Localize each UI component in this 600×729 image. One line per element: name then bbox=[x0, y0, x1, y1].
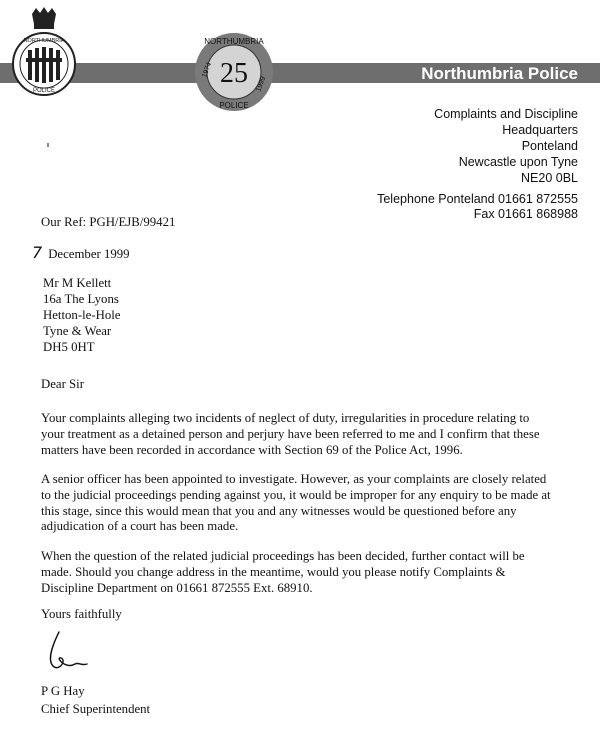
recipient-address bbox=[43, 275, 120, 355]
body-paragraph: When the question of the related judicial proceedings has been decided, further contact will be made. Should you change address in the meantime, would you please notify Complaints & Discipline Department on 01661 872555 Ext. 68910. bbox=[41, 549, 525, 595]
body-paragraph: Your complaints alleging two incidents of neglect of duty, irregularities in procedure relating to your treatment as a detained person and perjury have been referred to me and I confirm that these matters have been recorded in accordance with Section 69 of the Police Act, 1996. bbox=[41, 411, 540, 457]
svg-text:NORTHUMBRIA: NORTHUMBRIA bbox=[204, 37, 264, 46]
recipient-line: Tyne & Wear bbox=[43, 324, 112, 338]
recipient-line: Hetton-le-Hole bbox=[43, 308, 121, 322]
police-crest-logo bbox=[10, 6, 78, 106]
closing: Yours faithfully bbox=[41, 607, 122, 621]
recipient-line: 16a The Lyons bbox=[43, 292, 119, 306]
address-line: Newcastle upon Tyne bbox=[458, 155, 578, 169]
date-day-handwritten: 7 bbox=[32, 243, 43, 262]
recipient-line: Mr M Kellett bbox=[43, 276, 112, 290]
signatory-title: Chief Superintendent bbox=[41, 702, 151, 716]
signatory-name: P G Hay bbox=[41, 684, 85, 698]
address-line: Ponteland bbox=[521, 139, 578, 153]
letter-date bbox=[32, 243, 130, 262]
our-reference: Our Ref: PGH/EJB/99421 bbox=[41, 215, 176, 229]
address-line: NE20 0BL bbox=[521, 171, 578, 185]
scan-speck bbox=[47, 143, 49, 147]
svg-text:1999: 1999 bbox=[255, 75, 268, 93]
svg-text:1974: 1974 bbox=[201, 61, 214, 79]
svg-text:POLICE: POLICE bbox=[32, 88, 56, 94]
svg-text:NORTHUMBRIA: NORTHUMBRIA bbox=[23, 38, 65, 44]
address-line: Headquarters bbox=[502, 123, 578, 137]
25th-anniversary-badge-logo bbox=[194, 32, 274, 112]
fax: Fax 01661 868988 bbox=[473, 207, 578, 221]
address-line: Complaints and Discipline bbox=[434, 107, 578, 121]
recipient-line: DH5 0HT bbox=[43, 340, 95, 354]
date-month-year: December 1999 bbox=[48, 247, 130, 261]
contact-numbers bbox=[377, 192, 578, 222]
telephone: Telephone Ponteland 01661 872555 bbox=[377, 192, 578, 206]
sender-address bbox=[434, 106, 578, 186]
salutation: Dear Sir bbox=[41, 377, 84, 391]
svg-text:25: 25 bbox=[220, 58, 248, 89]
handwritten-signature bbox=[45, 630, 95, 674]
body-paragraph: A senior officer has been appointed to investigate. However, as your complaints are closely related to the judicial proceedings pending against you, it would be improper for any enquiry to be made at this stage, since this would mean that you and any witnesses would be questioned before any adjudication of a court has been made. bbox=[41, 472, 551, 534]
svg-text:POLICE: POLICE bbox=[219, 101, 249, 110]
organisation-name: Northumbria Police bbox=[421, 64, 578, 83]
